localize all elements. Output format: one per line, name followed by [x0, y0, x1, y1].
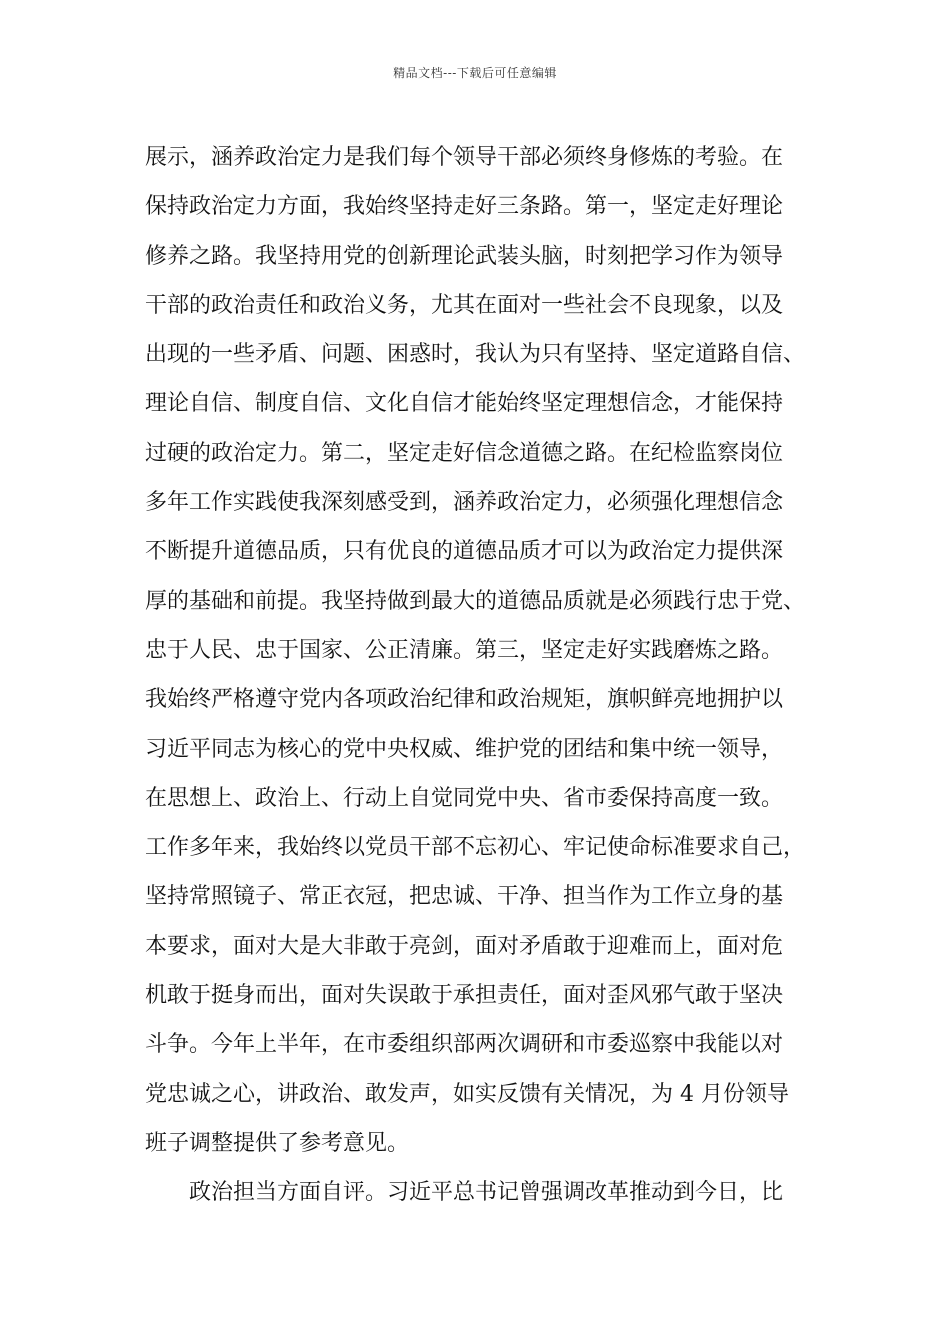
paragraph-start-line: 政治担当方面自评。习近平总书记曾强调改革推动到今日，比	[189, 1180, 784, 1206]
text-line: 忠于人民、忠于国家、公正清廉。第三，坚定走好实践磨炼之路。	[145, 637, 784, 663]
text-line: 不断提升道德品质，只有优良的道德品质才可以为政治定力提供深	[145, 539, 784, 565]
text-line: 厚的基础和前提。我坚持做到最大的道德品质就是必须践行忠于党、	[145, 588, 806, 614]
text-line: 修养之路。我坚持用党的创新理论武装头脑，时刻把学习作为领导	[145, 243, 784, 269]
text-line: 出现的一些矛盾、问题、困惑时，我认为只有坚持、坚定道路自信、	[145, 342, 806, 368]
text-line: 多年工作实践使我深刻感受到，涵养政治定力，必须强化理想信念	[145, 490, 784, 516]
text-line: 班子调整提供了参考意见。	[145, 1130, 410, 1156]
text-line: 习近平同志为核心的党中央权威、维护党的团结和集中统一领导，	[145, 736, 784, 762]
body-text	[145, 133, 845, 1218]
text-line: 斗争。今年上半年，在市委组织部两次调研和市委巡察中我能以对	[145, 1032, 784, 1058]
text-line: 理论自信、制度自信、文化自信才能始终坚定理想信念，才能保持	[145, 391, 784, 417]
text-line: 工作多年来，我始终以党员干部不忘初心、牢记使命标准要求自己，	[145, 835, 806, 861]
page-header: 精品文档---下载后可任意编辑	[393, 66, 557, 80]
text-line: 党忠诚之心，讲政治、敢发声，如实反馈有关情况，为 4 月份领导	[145, 1081, 789, 1107]
text-line: 在思想上、政治上、行动上自觉同党中央、省市委保持高度一致。	[145, 785, 784, 811]
text-line: 保持政治定力方面，我始终坚持走好三条路。第一，坚定走好理论	[145, 194, 784, 220]
text-line: 本要求，面对大是大非敢于亮剑，面对矛盾敢于迎难而上，面对危	[145, 933, 784, 959]
text-line: 我始终严格遵守党内各项政治纪律和政治规矩，旗帜鲜亮地拥护以	[145, 687, 784, 713]
text-line: 坚持常照镜子、常正衣冠，把忠诚、干净、担当作为工作立身的基	[145, 884, 784, 910]
text-line: 机敢于挺身而出，面对失误敢于承担责任，面对歪风邪气敢于坚决	[145, 983, 784, 1009]
text-line: 干部的政治责任和政治义务，尤其在面对一些社会不良现象，以及	[145, 292, 784, 318]
text-line: 过硬的政治定力。第二，坚定走好信念道德之路。在纪检监察岗位	[145, 440, 784, 466]
text-line: 展示，涵养政治定力是我们每个领导干部必须终身修炼的考验。在	[145, 145, 784, 170]
